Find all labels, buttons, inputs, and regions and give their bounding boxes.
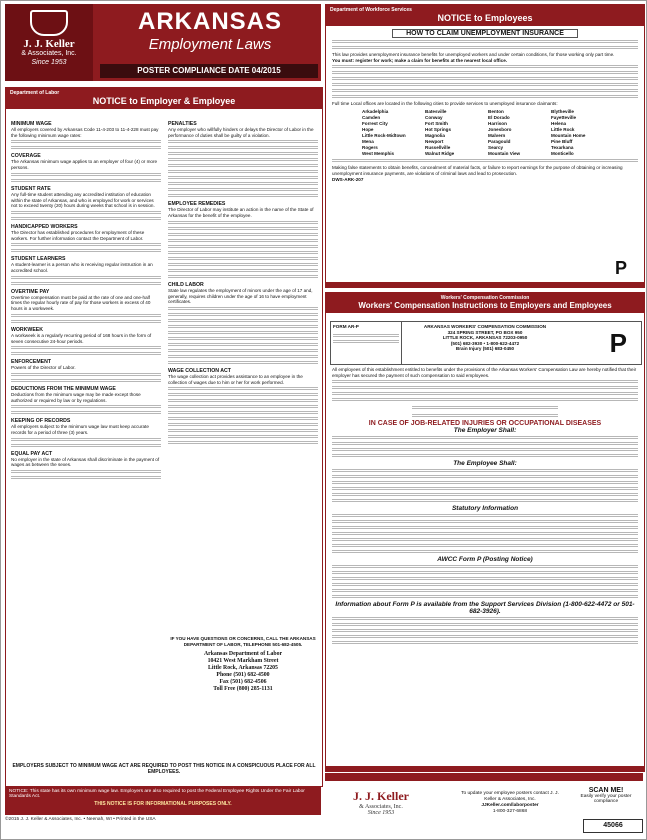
commission-line: LITTLE ROCK, ARKANSAS 72203-0950: [442, 335, 528, 340]
office-town: Rogers: [362, 145, 378, 151]
section-text: A student-learner is a person who is receiving regular instruction in an accredited school.: [11, 262, 153, 274]
footer-logo: [341, 789, 421, 825]
panel-header: [326, 5, 644, 26]
section-text: Powers of the Director of Labor.: [11, 365, 76, 371]
info-heading: Information about Form P is available from the Support Services Division (1-800-622-4472 or 501-682-3926).: [335, 601, 635, 616]
address-line: Little Rock, Arkansas 72205: [208, 665, 278, 672]
scan-block: [575, 787, 637, 804]
logo-sub: & Associates, Inc.: [21, 50, 77, 57]
scan-label: SCAN ME!: [588, 787, 624, 794]
office-town: Newport: [425, 139, 444, 145]
notice-footer: [5, 787, 321, 815]
panel-title: Workers' Compensation Instructions to Employers and Employees: [358, 301, 612, 310]
office-town: Mena: [362, 139, 374, 145]
dept-label: Department of Workforce Services: [330, 7, 412, 13]
section-text: Overtime compensation must be paid at the rate of one and one-half times the regular hourly rate of pay for those workers in excess of 40 hours in a workweek.: [11, 294, 151, 312]
office-town: El Dorado: [488, 115, 510, 121]
office-town: Texarkana: [551, 145, 574, 151]
logo-sub: & Associates, Inc.: [359, 804, 403, 810]
towns-intro: Full time Local offices are located in the following cities to provide services to unemployed insurance claimants:: [332, 101, 558, 107]
commission-line: (501) 682-3930 • 1-800-622-4472: [450, 340, 520, 346]
commission-line: 324 SPRING STREET, PO BOX 950: [447, 329, 523, 335]
section-heading: DEDUCTIONS FROM THE MINIMUM WAGE: [11, 385, 116, 392]
section-text: Any employer who willfully hinders or delays the Director of Labor in the performance of duties shall be guilty of a violation.: [168, 127, 314, 138]
office-town: Arkadelphia: [362, 109, 389, 115]
panel-bottom-bar: [326, 766, 644, 771]
shield-icon: [30, 10, 68, 36]
claim-heading: HOW TO CLAIM UNEMPLOYMENT INSURANCE: [392, 29, 578, 38]
section-heading: MINIMUM WAGE: [11, 121, 52, 127]
section-text: All employers subject to the minimum wage law must keep accurate records for a period of three (3) years.: [11, 424, 149, 436]
employer-heading: The Employer Shall:: [453, 427, 517, 435]
poster-title: ARKANSAS: [137, 8, 282, 35]
commission-box: [330, 321, 642, 365]
section-text: The Director has established procedures for employment of these workers. For further information contact the Department of Labor.: [11, 229, 145, 241]
product-code: 45066: [583, 819, 643, 833]
office-town: Benton: [488, 109, 504, 115]
form-letter: P: [609, 328, 627, 358]
left-column-1: [11, 118, 161, 482]
scan-sub: Easily verify your poster compliance: [580, 794, 632, 804]
employee-heading: The Employee Shall:: [453, 460, 517, 468]
section-text: Any full-time student attending any accredited institution of education within the state of Arkansas, and who is employed for work or services not to exceed twenty (20) hours during weeks that school is in session.: [11, 191, 155, 209]
section-heading: CHILD LABOR: [168, 281, 204, 288]
statutory-heading: Statutory Information: [451, 505, 519, 513]
section-heading: EQUAL PAY ACT: [11, 450, 53, 457]
section-text: All employers covered by Arkansas Code 11-4-203 to 11-4-228 must pay the following minimum wage rates:: [11, 127, 159, 138]
office-list: [332, 109, 638, 157]
section-text: The Director of Labor may institute an action in the name of the State of Arkansas for the benefit of the employee.: [168, 207, 314, 219]
claim-note: You must: register for work; make a claim for benefits at the nearest local office.: [332, 57, 508, 63]
poster-header: [5, 4, 321, 81]
address-line: Toll Free (800) 285-1131: [213, 686, 273, 693]
section-heading: STUDENT RATE: [11, 185, 51, 192]
office-town: Paragould: [488, 139, 511, 145]
office-town: Hope: [362, 127, 374, 133]
section-text: The Arkansas minimum wage applies to an employer of four (4) or more persons.: [11, 159, 158, 171]
panel-bottom-bar: [326, 282, 644, 287]
awcc-heading: AWCC Form P (Posting Notice): [437, 556, 533, 564]
section-heading: COVERAGE: [11, 153, 41, 160]
notice-text: NOTICE: This state has its own minimum wage law. Employers are also required to post the Federal Employee Rights Under the Fair Labor Standards Act.: [9, 789, 305, 799]
commission-address: [405, 324, 565, 352]
office-town: Russellville: [425, 145, 451, 151]
office-town: Little Rock: [551, 127, 575, 133]
case-heading: IN CASE OF JOB-RELATED INJURIES OR OCCUPATIONAL DISEASES: [368, 420, 602, 428]
panel-title: NOTICE to Employer & Employee: [92, 96, 236, 106]
section-text: A workweek is a regularly recurring period of 168 hours in the form of seven consecutive 24-hour periods.: [11, 332, 152, 344]
coverage-text: All employees of this establishment entitled to benefits under the provisions of the Arkansas Workers' Compensation Law are hereby notified that their employer has secured the payment of such compensation to said employees.: [332, 367, 637, 378]
address-line: Arkansas Department of Labor: [203, 651, 283, 658]
office-town: Pine Bluff: [551, 139, 573, 145]
form-code: DWS-ARK-207: [332, 176, 364, 182]
section-text: Deductions from the minimum wage may be made except those authorized or required by law or by regulations.: [11, 391, 141, 403]
address-block: [168, 651, 318, 693]
section-heading: WORKWEEK: [11, 326, 43, 333]
update-url: JJKeller.com/laborposter: [481, 803, 539, 808]
office-town: Little Rock-Midtown: [362, 133, 406, 139]
dept-label: Department of Labor: [10, 90, 60, 96]
section-heading: PENALTIES: [168, 121, 197, 127]
section-text: No employer in the state of Arkansas shall discriminate in the payment of wages as between the sexes.: [11, 456, 160, 468]
dept-label: Workers' Compensation Commission: [440, 295, 530, 301]
office-town: Mountain Home: [551, 133, 586, 139]
form-id-box: [331, 322, 402, 364]
intro-text: This law provides unemployment insurance benefits for unemployed workers and under certain conditions, for those working only part time.: [332, 52, 615, 57]
office-town: Magnolia: [425, 133, 445, 139]
section-heading: HANDICAPPED WORKERS: [11, 223, 78, 230]
section-heading: KEEPING OF RECORDS: [11, 418, 71, 425]
poster-letter: P: [615, 258, 628, 278]
contact-block: [168, 636, 318, 693]
office-town: Monticello: [551, 151, 574, 157]
update-info: [455, 791, 565, 815]
office-town: Malvern: [488, 133, 506, 139]
office-town: Batesville: [425, 109, 447, 115]
poster-subtitle: Employment Laws: [148, 36, 272, 53]
update-text: To update your employee posters contact J. J. Keller & Associates, Inc.: [461, 791, 559, 802]
commission-line: ARKANSAS WORKERS' COMPENSATION COMMISSION: [423, 324, 547, 329]
workers-comp-panel: [325, 292, 645, 772]
panel-title: NOTICE to Employees: [437, 13, 533, 23]
office-town: Camden: [362, 115, 381, 121]
false-claims-warning: Making false statements to obtain benefits, concealment of material facts, or failure to report earnings for the purpose of obtaining or increasing unemployment insurance payments, are violations of criminal laws and lead to prosecution.: [332, 165, 623, 176]
address-line: 10421 West Markham Street: [207, 658, 279, 665]
panel-header: [326, 293, 644, 313]
address-line: Phone (501) 682-4500: [216, 672, 270, 679]
update-phone: 1-800-327-6868: [492, 809, 528, 814]
compliance-date: POSTER COMPLIANCE DATE 04/2015: [100, 64, 318, 78]
section-text: State law regulates the employment of minors under the age of 17 and, generally, requires children under the age of 16 to have employment certificates.: [168, 287, 313, 305]
questions-line: IF YOU HAVE QUESTIONS OR CONCERNS, CALL THE ARKANSAS DEPARTMENT OF LABOR, TELEPHONE 501-682-4505.: [170, 636, 316, 647]
copyright: ©2015 J. J. Keller & Associates, Inc. • Neenah, WI • Printed in the USA: [5, 817, 156, 822]
section-text: The wage collection act provides assistance to an employee in the collection of wages due to him or her for work performed.: [168, 373, 303, 385]
address-line: Fax (501) 682-4506: [219, 679, 267, 686]
office-town: Searcy: [488, 145, 504, 151]
office-town: West Memphis: [362, 151, 395, 157]
logo-name: J. J. Keller: [353, 789, 409, 803]
office-town: Harrison: [488, 121, 507, 127]
section-heading: ENFORCEMENT: [11, 359, 52, 366]
office-town: Jonesboro: [488, 127, 512, 133]
office-town: Mountain View: [488, 151, 521, 157]
office-town: Blytheville: [551, 109, 574, 115]
panel-header: [6, 88, 322, 109]
office-town: Walnut Ridge: [425, 151, 455, 157]
office-town: Conway: [425, 115, 443, 121]
logo-name: J. J. Keller: [23, 38, 75, 50]
section-heading: EMPLOYEE REMEDIES: [168, 201, 226, 208]
unemployment-body: [326, 26, 644, 185]
workers-comp-body: [332, 367, 638, 647]
office-town: Fayetteville: [551, 115, 577, 121]
commission-line: Brain Injury (501) 683-0450: [455, 346, 515, 351]
form-id: FORM AR-P: [333, 324, 359, 329]
logo-since: Since 1953: [31, 59, 67, 66]
office-town: Helena: [551, 121, 567, 127]
section-heading: OVERTIME PAY: [11, 288, 50, 295]
section-heading: WAGE COLLECTION ACT: [168, 367, 231, 374]
posting-requirement: EMPLOYERS SUBJECT TO MINIMUM WAGE ACT ARE REQUIRED TO POST THIS NOTICE IN A CONSPICUOUS PLACE FOR ALL EMPLOYEES.: [12, 763, 316, 775]
left-column-2: [168, 118, 318, 447]
informational-notice: THIS NOTICE IS FOR INFORMATIONAL PURPOSES ONLY.: [94, 801, 232, 807]
keller-logo: [5, 4, 93, 81]
labor-notice-panel: [5, 87, 323, 787]
office-town: Fort Smith: [425, 121, 448, 127]
footer-bar: [325, 773, 643, 781]
section-heading: STUDENT LEARNERS: [11, 256, 66, 263]
unemployment-panel: [325, 4, 645, 288]
logo-since: Since 1953: [367, 810, 395, 816]
office-town: Hot Springs: [425, 127, 452, 133]
office-town: Forrest City: [362, 121, 388, 127]
